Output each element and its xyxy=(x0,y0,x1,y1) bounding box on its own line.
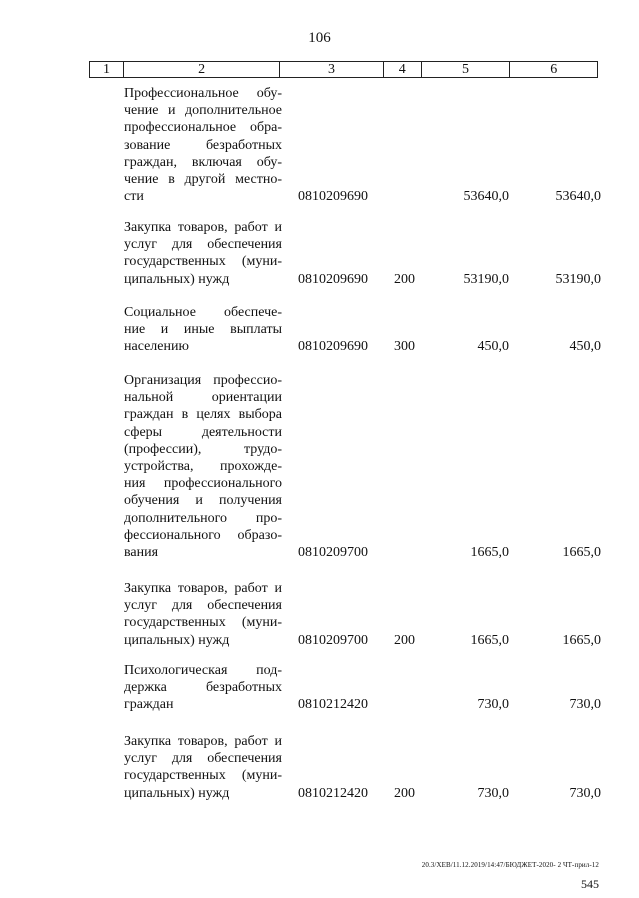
row-name-line: населению xyxy=(124,339,189,355)
page-number: 106 xyxy=(308,30,331,46)
row-name-line: Профессиональное обу- xyxy=(124,86,282,101)
row-code: 0810209700 xyxy=(298,545,368,560)
header-col-1: 1 xyxy=(90,62,124,77)
row-name xyxy=(124,219,282,288)
row-code: 0810212420 xyxy=(298,785,368,801)
row-name-line: устройства, прохожде- xyxy=(124,459,282,475)
row-name-line: услуг для обеспечения xyxy=(124,751,282,767)
row-value-2020: 1665,0 xyxy=(470,545,509,560)
row-name xyxy=(124,580,282,649)
row-name-line: чение в другой местно- xyxy=(124,172,282,188)
row-name-line: обучения и получения xyxy=(124,493,282,509)
row-name xyxy=(124,662,282,714)
row-code: 0810209690 xyxy=(298,189,368,205)
row-name-line: услуг для обеспечения xyxy=(124,237,282,253)
row-name-line: вания xyxy=(124,545,159,561)
row-value-2021: 450,0 xyxy=(569,339,601,355)
row-name-line: сти xyxy=(124,189,144,205)
row-name xyxy=(124,85,282,205)
row-name xyxy=(124,372,282,561)
row-name-line: Закупка товаров, работ и xyxy=(124,581,282,596)
row-name-line: ние и иные выплаты xyxy=(124,322,282,338)
row-name-line: (профессии), трудо- xyxy=(124,441,282,457)
row-code: 0810209700 xyxy=(298,632,368,648)
row-name-line: государственных (муни- xyxy=(124,615,282,631)
row-name-line: граждан xyxy=(124,697,174,713)
header-col-4: 4 xyxy=(384,62,422,77)
row-code: 0810212420 xyxy=(298,697,368,713)
row-name-line: государственных (муни- xyxy=(124,254,282,270)
row-value-2020: 1665,0 xyxy=(470,632,509,648)
row-name-line: Организация профессио- xyxy=(124,373,282,388)
sheet-number: 545 xyxy=(581,877,599,891)
row-name-line: дополнительного про- xyxy=(124,510,282,526)
row-name-line: ципальных) нужд xyxy=(124,271,230,287)
row-name-line: граждан в целях выбора xyxy=(124,407,282,423)
row-expense-type: 200 xyxy=(394,632,415,648)
row-name-line: ния профессионального xyxy=(124,476,282,492)
table-header xyxy=(89,61,598,78)
row-name-line: держка безработных xyxy=(124,680,282,696)
row-name xyxy=(124,304,282,356)
row-value-2021: 730,0 xyxy=(569,785,601,801)
row-name-line: профессиональное обра- xyxy=(124,120,282,136)
header-col-2: 2 xyxy=(124,62,280,77)
row-name-line: зование безработных xyxy=(124,137,282,153)
row-code: 0810209690 xyxy=(298,271,368,287)
document-reference: 20.3/ХЕВ/11.12.2019/14:47/БЮДЖЕТ-2020- 2 ЧТ-прил-12 xyxy=(421,861,599,869)
row-value-2020: 730,0 xyxy=(477,785,509,801)
row-value-2021: 53190,0 xyxy=(555,271,601,287)
row-name-line: Психологическая под- xyxy=(124,663,282,678)
row-name-line: услуг для обеспечения xyxy=(124,598,282,614)
row-value-2021: 1665,0 xyxy=(562,545,601,560)
row-value-2020: 53640,0 xyxy=(463,189,509,205)
row-value-2021: 53640,0 xyxy=(555,189,601,205)
header-col-3: 3 xyxy=(280,62,384,77)
row-name-line: фессионального образо- xyxy=(124,527,282,543)
header-col-6: 6 xyxy=(550,61,558,77)
row-value-2020: 730,0 xyxy=(477,697,509,713)
row-value-2020: 450,0 xyxy=(477,339,509,355)
row-expense-type: 300 xyxy=(394,339,415,355)
row-expense-type: 200 xyxy=(394,785,415,801)
row-value-2020: 53190,0 xyxy=(463,271,509,287)
row-name-line: Закупка товаров, работ и xyxy=(124,734,282,749)
row-name xyxy=(124,733,282,802)
header-col-5: 5 xyxy=(422,62,511,77)
row-name-line: ципальных) нужд xyxy=(124,632,230,648)
row-name-line: ципальных) нужд xyxy=(124,785,230,801)
row-name-line: Закупка товаров, работ и xyxy=(124,220,282,235)
row-expense-type: 200 xyxy=(394,271,415,287)
row-name-line: граждан, включая обу- xyxy=(124,154,282,170)
row-name-line: сферы деятельности xyxy=(124,424,282,440)
row-name-line: государственных (муни- xyxy=(124,768,282,784)
row-name-line: чение и дополнительное xyxy=(124,103,282,119)
row-code: 0810209690 xyxy=(298,339,368,355)
row-value-2021: 730,0 xyxy=(569,697,601,713)
row-name-line: Социальное обеспече- xyxy=(124,305,282,320)
row-value-2021: 1665,0 xyxy=(562,632,601,648)
row-name-line: нальной ориентации xyxy=(124,390,282,406)
